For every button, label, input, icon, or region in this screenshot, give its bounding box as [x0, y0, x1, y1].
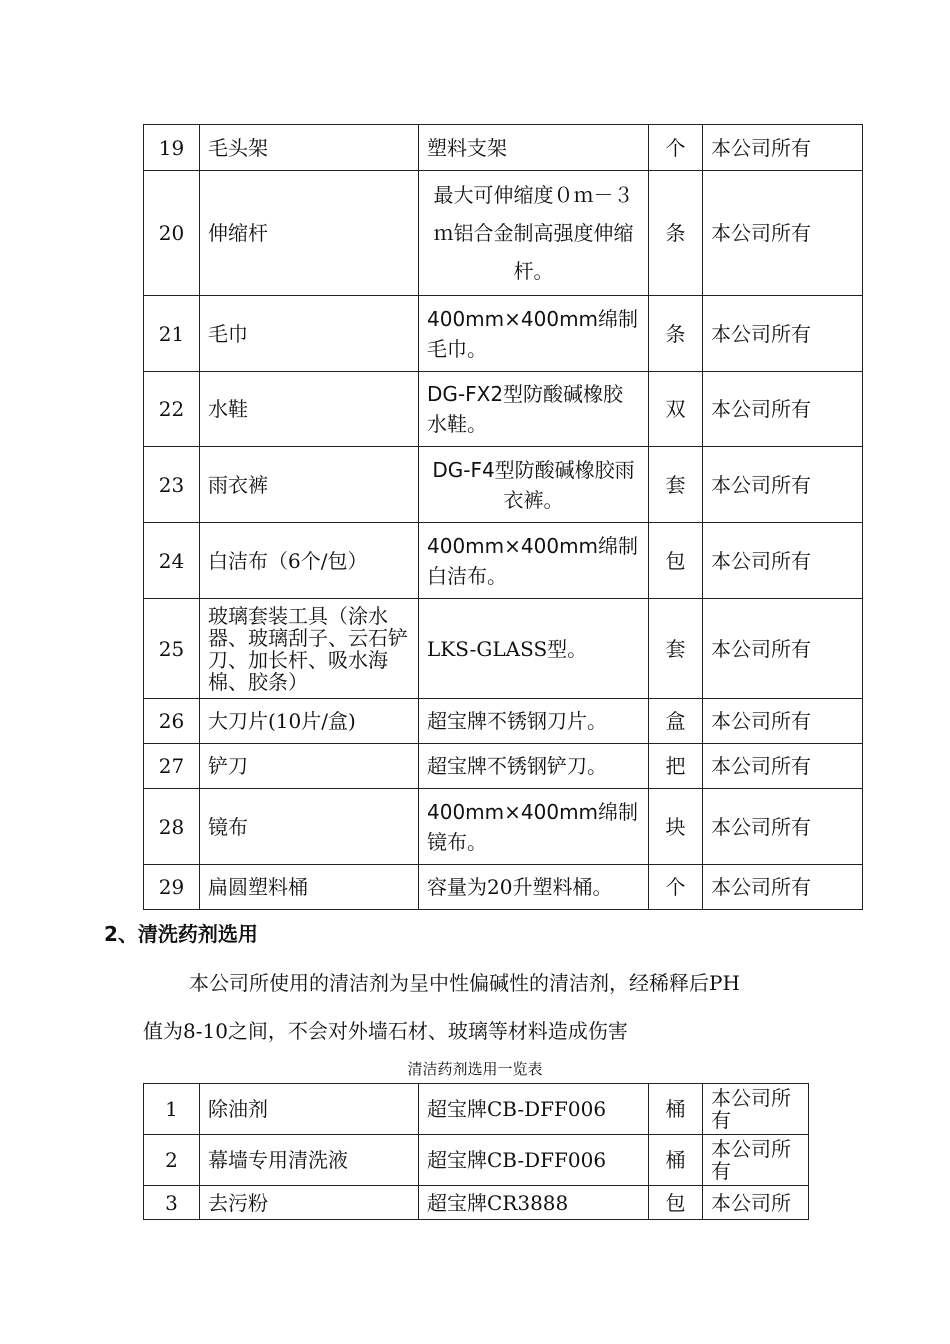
item-unit: 盒 — [649, 699, 703, 744]
item-spec: DG-F4型防酸碱橡胶雨衣裤。 — [419, 447, 649, 523]
item-unit: 双 — [649, 372, 703, 447]
item-name: 扁圆塑料桶 — [200, 865, 419, 910]
row-number: 26 — [144, 699, 200, 744]
table-row — [144, 523, 863, 599]
item-owner: 本公司所有 — [703, 789, 863, 865]
item-unit: 把 — [649, 744, 703, 789]
table-row — [144, 744, 863, 789]
table-row — [144, 1186, 809, 1220]
item-owner: 本公司所有 — [703, 699, 863, 744]
agent-owner: 本公司所有 — [703, 1084, 809, 1135]
item-spec: 400mm×400mm绵制毛巾。 — [419, 296, 649, 372]
item-spec: 容量为20升塑料桶。 — [419, 865, 649, 910]
agent-name: 幕墙专用清洗液 — [200, 1135, 419, 1186]
body-paragraph-line-2: 值为8-10之间，不会对外墙石材、玻璃等材料造成伤害 — [143, 1019, 628, 1043]
item-name: 大刀片(10片/盒) — [200, 699, 419, 744]
table-row — [144, 171, 863, 296]
tools-table — [143, 124, 863, 910]
agent-name: 除油剂 — [200, 1084, 419, 1135]
item-name: 雨衣裤 — [200, 447, 419, 523]
item-name: 白洁布（6个/包） — [200, 523, 419, 599]
row-number: 27 — [144, 744, 200, 789]
item-spec: LKS-GLASS型。 — [419, 599, 649, 699]
row-number: 23 — [144, 447, 200, 523]
item-owner: 本公司所有 — [703, 744, 863, 789]
row-number: 24 — [144, 523, 200, 599]
row-number: 1 — [144, 1084, 200, 1135]
item-owner: 本公司所有 — [703, 125, 863, 171]
row-number: 22 — [144, 372, 200, 447]
table-row — [144, 296, 863, 372]
item-name: 铲刀 — [200, 744, 419, 789]
item-spec: 超宝牌不锈钢铲刀。 — [419, 744, 649, 789]
row-number: 29 — [144, 865, 200, 910]
table-row — [144, 372, 863, 447]
body-paragraph-line-1: 本公司所使用的清洁剂为呈中性偏碱性的清洁剂，经稀释后PH — [189, 971, 740, 995]
item-spec: 塑料支架 — [419, 125, 649, 171]
item-unit: 套 — [649, 447, 703, 523]
agent-name: 去污粉 — [200, 1186, 419, 1220]
agent-unit: 包 — [649, 1186, 703, 1220]
table-row — [144, 789, 863, 865]
agent-spec: 超宝牌CR3888 — [419, 1186, 649, 1220]
row-number: 2 — [144, 1135, 200, 1186]
table-row — [144, 699, 863, 744]
item-unit: 条 — [649, 171, 703, 296]
row-number: 19 — [144, 125, 200, 171]
agent-unit: 桶 — [649, 1084, 703, 1135]
row-number: 21 — [144, 296, 200, 372]
agent-owner: 本公司所有 — [703, 1135, 809, 1186]
item-unit: 条 — [649, 296, 703, 372]
row-number: 28 — [144, 789, 200, 865]
item-spec: 超宝牌不锈钢刀片。 — [419, 699, 649, 744]
item-spec: 400mm×400mm绵制白洁布。 — [419, 523, 649, 599]
item-unit: 套 — [649, 599, 703, 699]
table-row — [144, 447, 863, 523]
item-spec: DG-FX2型防酸碱橡胶水鞋。 — [419, 372, 649, 447]
item-owner: 本公司所有 — [703, 447, 863, 523]
item-unit: 个 — [649, 125, 703, 171]
agent-owner: 本公司所 — [703, 1186, 809, 1220]
item-name: 伸缩杆 — [200, 171, 419, 296]
table-row — [144, 1135, 809, 1186]
agent-spec: 超宝牌CB-DFF006 — [419, 1084, 649, 1135]
item-unit: 块 — [649, 789, 703, 865]
table-row — [144, 599, 863, 699]
table-caption: 清洁药剂选用一览表 — [407, 1060, 543, 1078]
item-owner: 本公司所有 — [703, 171, 863, 296]
item-owner: 本公司所有 — [703, 523, 863, 599]
item-owner: 本公司所有 — [703, 372, 863, 447]
agent-spec: 超宝牌CB-DFF006 — [419, 1135, 649, 1186]
item-name: 玻璃套装工具（涂水器、玻璃刮子、云石铲刀、加长杆、吸水海棉、胶条） — [200, 599, 419, 699]
item-name: 镜布 — [200, 789, 419, 865]
item-spec: 最大可伸缩度０ｍ－３ｍ铝合金制高强度伸缩杆。 — [419, 171, 649, 296]
table-row — [144, 125, 863, 171]
item-owner: 本公司所有 — [703, 865, 863, 910]
table-row — [144, 865, 863, 910]
item-unit: 包 — [649, 523, 703, 599]
agent-unit: 桶 — [649, 1135, 703, 1186]
row-number: 20 — [144, 171, 200, 296]
row-number: 25 — [144, 599, 200, 699]
item-spec: 400mm×400mm绵制镜布。 — [419, 789, 649, 865]
table-row — [144, 1084, 809, 1135]
item-name: 水鞋 — [200, 372, 419, 447]
item-owner: 本公司所有 — [703, 599, 863, 699]
row-number: 3 — [144, 1186, 200, 1220]
item-name: 毛巾 — [200, 296, 419, 372]
item-unit: 个 — [649, 865, 703, 910]
item-name: 毛头架 — [200, 125, 419, 171]
cleaning-agents-table — [143, 1083, 809, 1220]
section-heading: 2、清洗药剂选用 — [104, 922, 258, 946]
item-owner: 本公司所有 — [703, 296, 863, 372]
